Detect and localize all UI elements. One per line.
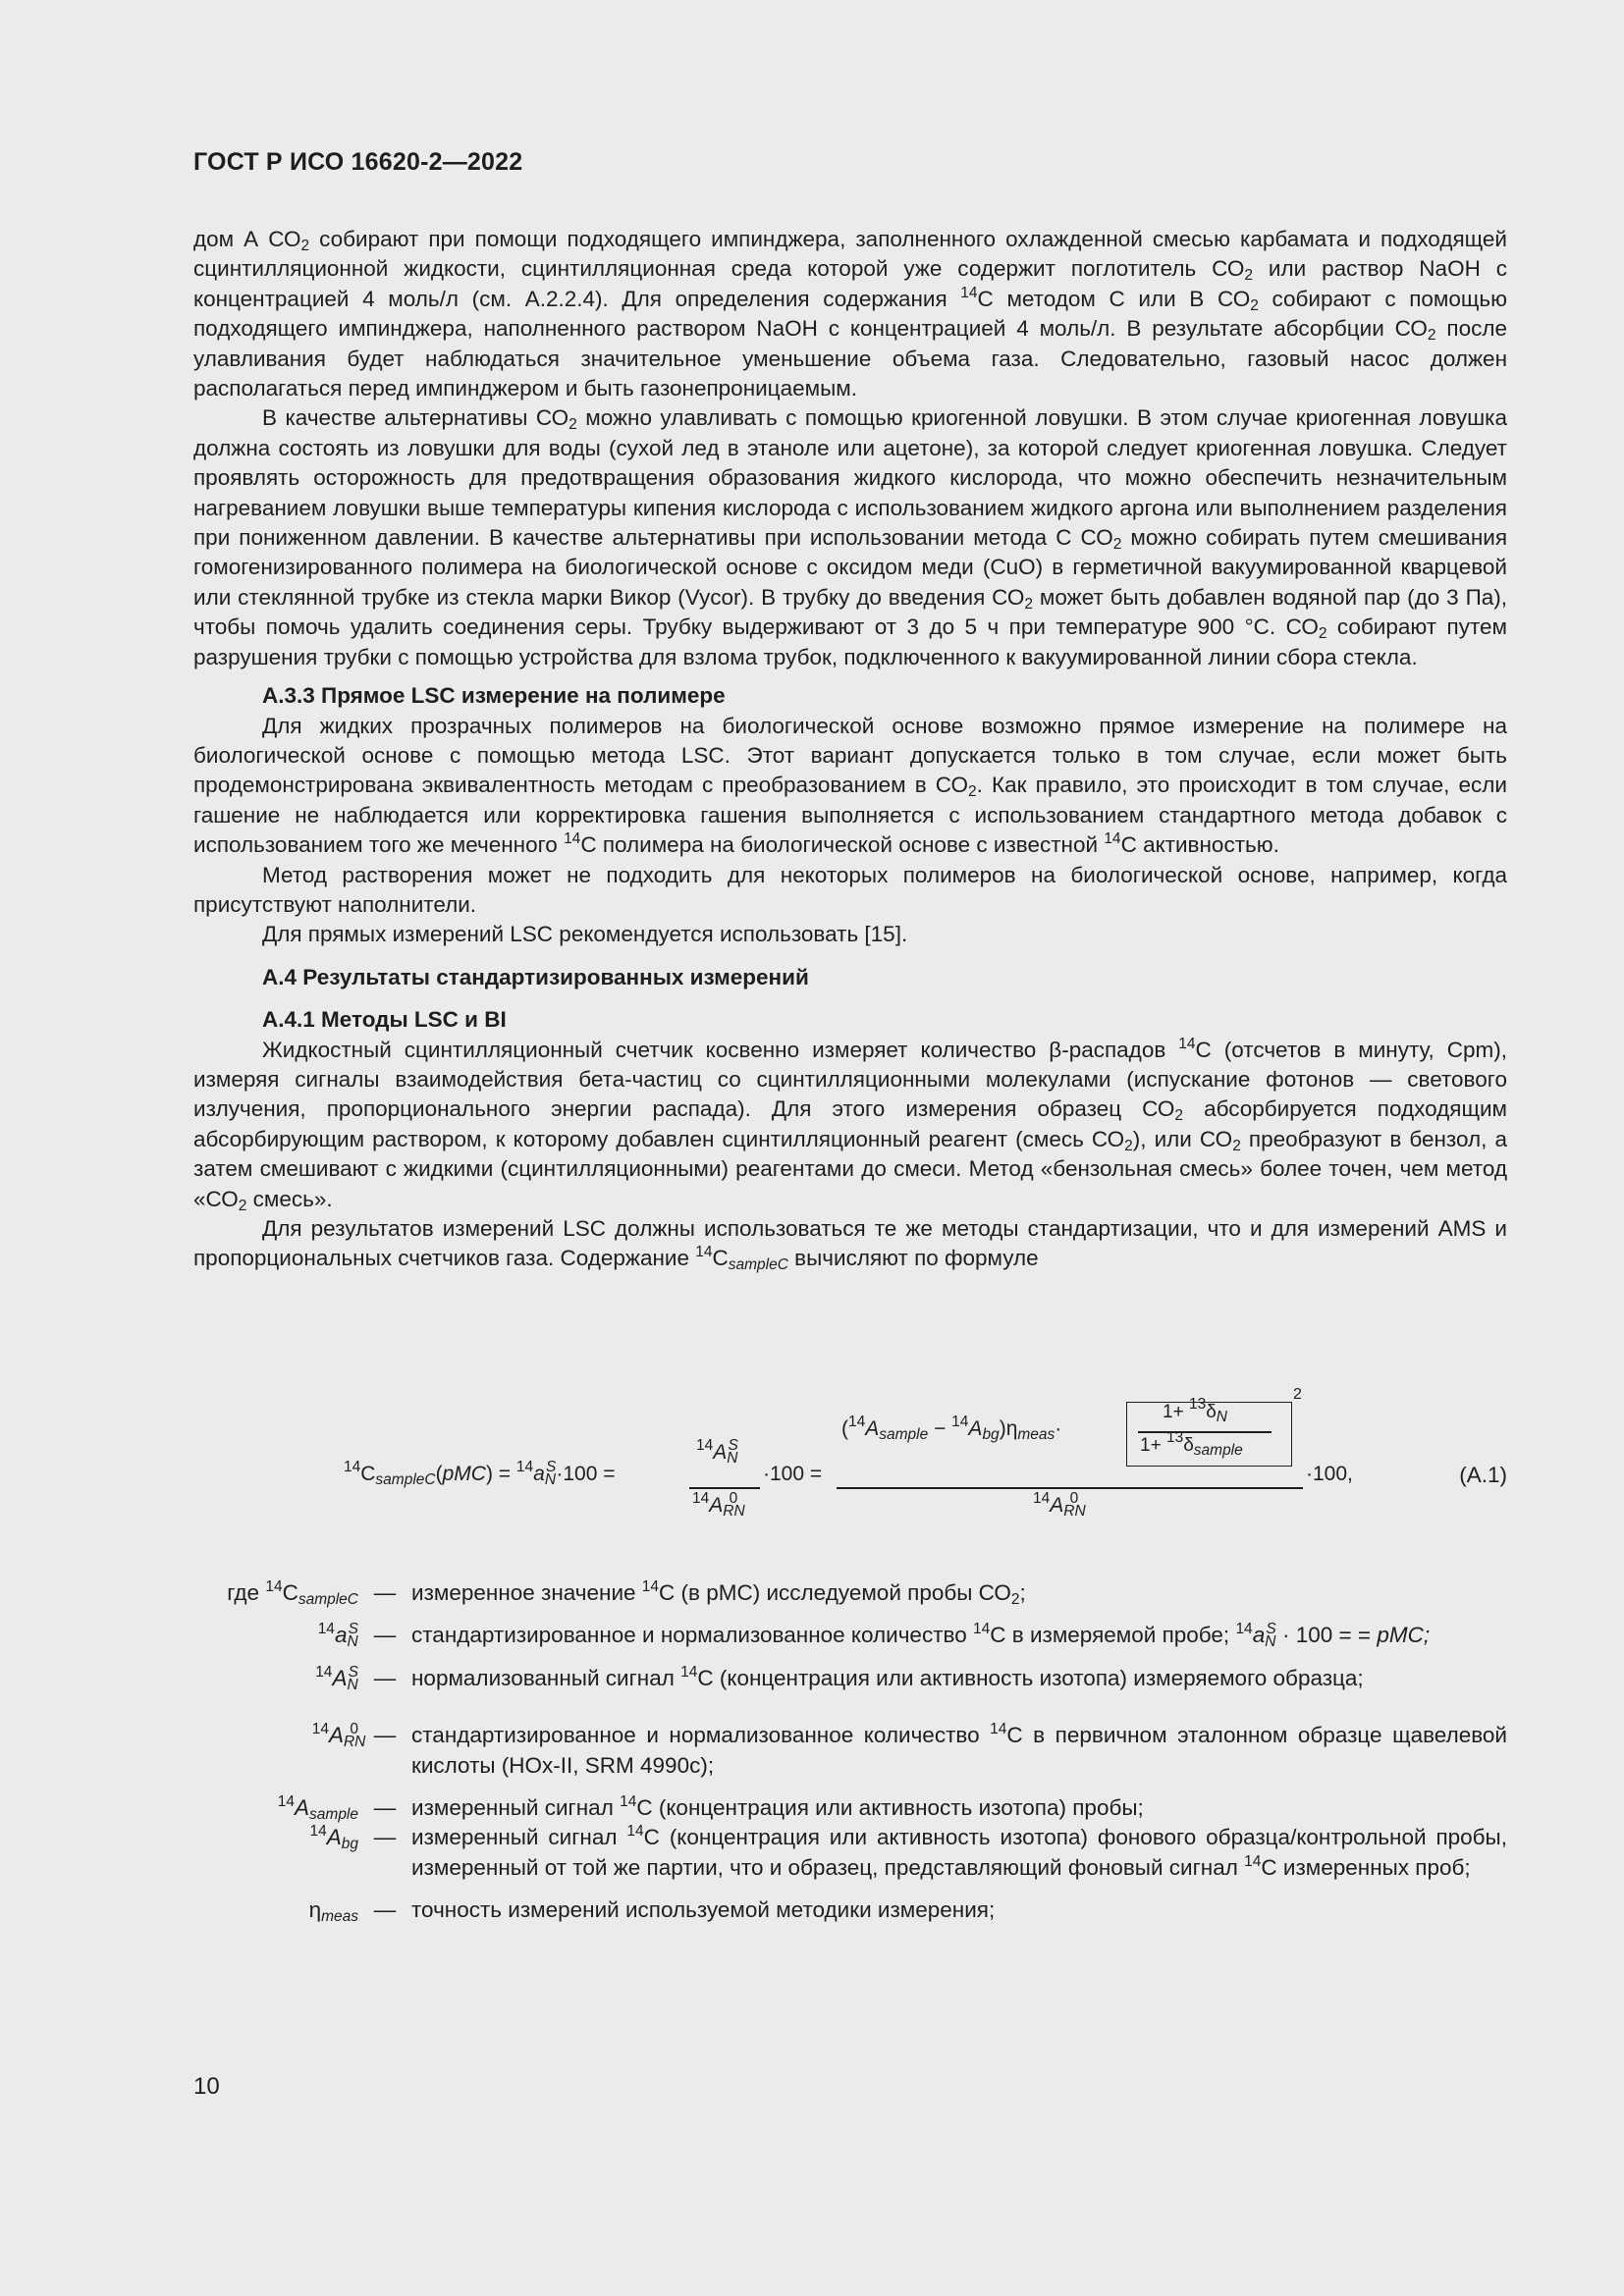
legend-row-eta-meas: $\eta_{meas}$ — точность измерений используемой методики измерения; bbox=[308, 1897, 996, 1926]
fraction2-denominator: $^{14}A_{RN}^0$ bbox=[1033, 1490, 1086, 1520]
fraction1-bar bbox=[689, 1487, 760, 1489]
inner-denominator: $1+ ^{13}\delta_{sample}$ bbox=[1140, 1429, 1243, 1459]
paragraph-lsc-counter: Жидкостный сцинтилляционный счетчик косвенно измеряет количество β-распадов $^{14}$С (отсчетов в минуту, Cpm), измеряя сигналы взаимодействия бета-частиц со сцинтилляционными молекулами (испускание фотонов — светового излучения, пропорционального энергии распада). Для этого измерения образец $СО_2$ абсорбируется подходящим абсорбирующим раствором, к которому добавлен сцинтилляционный реагент (смесь $СО_2$), или $СО_2$ преобразуют в бензол, а затем смешивают с жидкими (сцинтилляционными) реагентами до смеси. Метод «бензольная смесь» более точен, чем метод «$СО_2$ смесь». bbox=[193, 1035, 1508, 1214]
document-header: ГОСТ Р ИСО 16620-2—2022 bbox=[193, 148, 523, 176]
heading-a41: А.4.1 Методы LSC и BI bbox=[262, 1007, 507, 1033]
fraction1-multiplier: ·100 = bbox=[763, 1463, 823, 1485]
fraction2-bar bbox=[837, 1487, 1303, 1489]
paragraph-standardization: Для результатов измерений LSC должны использоваться те же методы стандартизации, что и для измерений AMS и пропорциональных счетчиков газа. Содержание $^{14}С_{sampleC}$ вычисляют по формуле bbox=[193, 1216, 1507, 1274]
legend-row-a-rn-0: $^{14}A_{RN}^0$ — стандартизированное и нормализованное количество $^{14}$С в первичном эталонном образце щавелевой кислоты (HOx-II, SRM 4990c); bbox=[311, 1721, 1507, 1778]
fraction1-denominator: $^{14}A_{RN}^0$ bbox=[692, 1490, 745, 1520]
inner-fraction-bar bbox=[1138, 1431, 1272, 1433]
bracket-right bbox=[1281, 1402, 1292, 1467]
paragraph-direct-lsc: Для жидких прозрачных полимеров на биологической основе возможно прямое измерение на полимере на биологической основе с помощью метода LSC. Этот вариант допускается только в том случае, если может быть продемонстрирована эквивалентность методам с преобразованием в $СО_2$. Как правило, это происходит в том случае, если гашение не наблюдается или корректировка гашения выполняется с использованием стандартного метода добавок с использованием того же меченного $^{14}$С полимера на биологической основе с известной $^{14}$С активностью. bbox=[193, 713, 1507, 858]
fraction2-numerator: $(^{14}A_{sample} - ^{14}A_{bg})\eta_{meas}\cdot$ bbox=[841, 1414, 1062, 1443]
formula-lhs: $^{14}C_{sampleC}(pMC) = ^{14}a_N^S\cdot 100$ = bbox=[344, 1459, 616, 1488]
legend-row-a-sample: $^{14}A_{sample}$ — измеренный сигнал $^{14}$С (концентрация или активность изотопа) пробы; bbox=[277, 1793, 1144, 1824]
formula-a1 bbox=[193, 1382, 1507, 1544]
paragraph-continuation: дом А $СО_2$ собирают при помощи подходящего импинджера, заполненного охлажденной смесью карбамата и подходящей сцинтилляционной жидкости, сцинтилляционная среда которой уже содержит поглотитель $СО_2$ или раствор NaOH с концентрацией 4 моль/л (см. А.2.2.4). Для определения содержания $^{14}$С методом С или В $СО_2$ собирают с помощью подходящего импинджера, наполненного раствором NaOH с концентрацией 4 моль/л. В результате абсорбции $СО_2$ после улавливания будет наблюдаться значительное уменьшение объема газа. Следовательно, газовый насос должен располагаться перед импинджером и быть газонепроницаемым. bbox=[193, 227, 1507, 401]
bracket-exponent: 2 bbox=[1293, 1386, 1302, 1403]
fraction2-multiplier: ·100, bbox=[1306, 1463, 1353, 1485]
legend-row-a-n-s: $^{14}a_N^S$ — стандартизированное и нормализованное количество $^{14}$С в измеряемой пробе; $^{14}a_N^S \cdot 100$ = = pMC; bbox=[317, 1621, 1431, 1651]
fraction1-numerator: $^{14}A_N^S$ bbox=[696, 1437, 738, 1467]
paragraph-dissolution: Метод растворения может не подходить для некоторых полимеров на биологической основе, например, когда присутствуют наполнители. bbox=[193, 862, 1507, 917]
paragraph-cryogenic-trap: В качестве альтернативы $СО_2$ можно улавливать с помощью криогенной ловушки. В этом случае криогенная ловушка должна состоять из ловушки для воды (сухой лед в этаноле или ацетоне), за которой следует криогенная ловушка. Следует проявлять осторожность для предотвращения образования жидкого кислорода, что можно обеспечить незначительным нагреванием ловушки выше температуры кипения кислорода с использованием жидкого аргона или выполнением разделения при пониженном давлении. В качестве альтернативы при использовании метода С $СО_2$ можно собирать путем смешивания гомогенизированного полимера на биологической основе с оксидом меди (CuO) в герметичной вакуумированной кварцевой или стеклянной трубке из стекла марки Викор (Vycor). В трубку до введения $СО_2$ может быть добавлен водяной пар (до 3 Па), чтобы помочь удалить соединения серы. Трубку выдерживают от 3 до 5 ч при температуре 900 °C. $СО_2$ собирают путем разрушения трубки с помощью устройства для взлома трубок, подключенного к вакуумированной линии сбора стекла. bbox=[193, 405, 1507, 669]
paragraph-lsc-reference: Для прямых измерений LSC рекомендуется использовать [15]. bbox=[262, 922, 908, 947]
legend-row-a-upper-n-s: $^{14}A_N^S$ — нормализованный сигнал $^{14}$С (концентрация или активность изотопа) измеряемого образца; bbox=[315, 1663, 1364, 1693]
legend-row-c-samplec: где $^{14}C_{sampleC}$ — измеренное значение $^{14}$С (в pMC) исследуемой пробы $СО_2$; bbox=[227, 1578, 1026, 1608]
heading-a4: А.4 Результаты стандартизированных измерений bbox=[262, 964, 809, 989]
symbol-legend bbox=[193, 1578, 1507, 1926]
legend-row-a-bg: $^{14}A_{bg}$ — измеренный сигнал $^{14}$С (концентрация или активность изотопа) фонового образца/контрольной пробы, измеренный от той же партии, что и образец, представляющий фоновый сигнал $^{14}$С измеренных проб; bbox=[309, 1823, 1507, 1880]
body-text-upper bbox=[193, 225, 1507, 1274]
page-number: 10 bbox=[193, 2073, 220, 2100]
heading-a33: А.3.3 Прямое LSC измерение на полимере bbox=[262, 683, 726, 709]
inner-numerator: $1+ ^{13}\delta_N$ bbox=[1163, 1396, 1227, 1425]
equation-number: (А.1) bbox=[1459, 1463, 1507, 1487]
